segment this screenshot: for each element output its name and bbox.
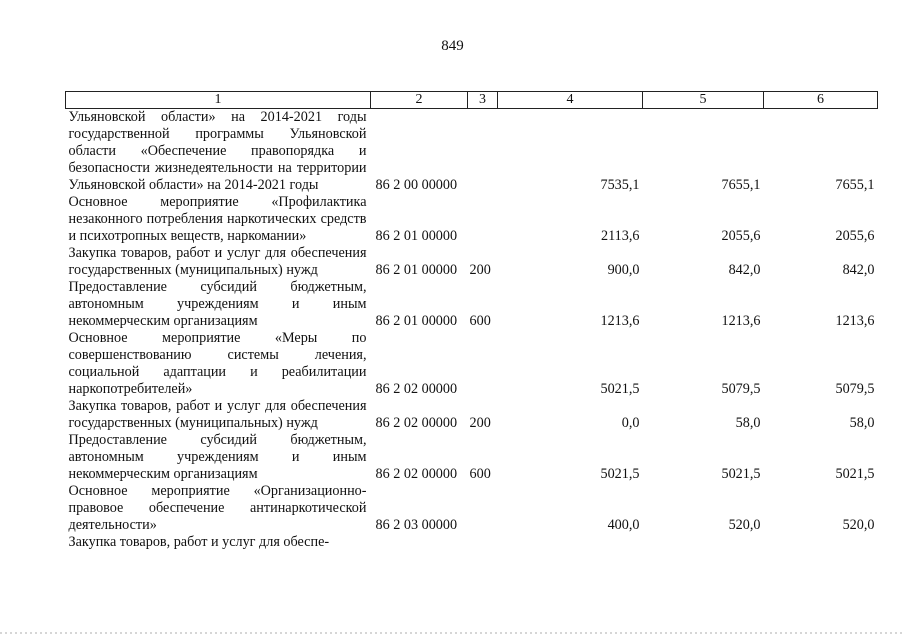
row-code: 86 2 02 00000 bbox=[375, 415, 458, 431]
row-code: 86 2 03 00000 bbox=[375, 517, 458, 533]
header-col-1: 1 bbox=[66, 92, 371, 109]
row-value-2021: 1213,6 bbox=[835, 313, 875, 329]
row-vr bbox=[468, 534, 498, 551]
row-value-2020: 5021,5 bbox=[721, 466, 761, 482]
row-value-2021: 520,0 bbox=[842, 517, 875, 533]
row-value-2020: 7655,1 bbox=[721, 177, 761, 193]
row-name: Закупка товаров, работ и услуг для обеспечения государственных (муниципальных) нужд bbox=[68, 398, 367, 431]
table-row bbox=[66, 534, 878, 551]
row-value-2021: 5021,5 bbox=[835, 466, 875, 482]
row-name: Основное мероприятие «Меры по совершенствованию системы лечения, социальной адаптации и реабилитации наркопотребителей» bbox=[68, 330, 367, 397]
row-value-2021: 7655,1 bbox=[835, 177, 875, 193]
row-value-2021: 5079,5 bbox=[835, 381, 875, 397]
row-value-2020 bbox=[643, 534, 764, 551]
row-value-2020: 1213,6 bbox=[721, 313, 761, 329]
row-name: Основное мероприятие «Профилактика незаконного потребления наркотических средств и психотропных веществ, наркомании» bbox=[68, 194, 367, 244]
row-value-2021: 58,0 bbox=[849, 415, 875, 431]
table-row bbox=[66, 483, 878, 534]
table-header bbox=[66, 92, 878, 109]
row-value-2021 bbox=[764, 534, 878, 551]
row-value-2019: 0,0 bbox=[621, 415, 640, 431]
row-name: Основное мероприятие «Организационно-правовое обеспечение антинаркотической деятельности» bbox=[68, 483, 367, 533]
header-col-2: 2 bbox=[371, 92, 468, 109]
row-code: 86 2 01 00000 bbox=[375, 262, 458, 278]
row-value-2019 bbox=[498, 534, 643, 551]
row-code: 86 2 01 00000 bbox=[375, 313, 458, 329]
row-vr bbox=[468, 330, 498, 398]
row-value-2020: 2055,6 bbox=[721, 228, 761, 244]
row-name: Закупка товаров, работ и услуг для обеспечения государственных (муниципальных) нужд bbox=[68, 245, 367, 278]
row-vr: 200 bbox=[469, 415, 491, 431]
row-value-2020: 58,0 bbox=[735, 415, 761, 431]
table-row bbox=[66, 279, 878, 330]
row-vr: 600 bbox=[469, 313, 491, 329]
row-code bbox=[371, 534, 468, 551]
row-value-2020: 842,0 bbox=[728, 262, 761, 278]
row-code: 86 2 02 00000 bbox=[375, 381, 458, 397]
row-value-2021: 2055,6 bbox=[835, 228, 875, 244]
header-col-5: 5 bbox=[643, 92, 764, 109]
row-vr: 200 bbox=[469, 262, 491, 278]
row-value-2019: 2113,6 bbox=[601, 228, 640, 244]
row-value-2020: 520,0 bbox=[728, 517, 761, 533]
row-name: Ульяновской области» на 2014-2021 годы государственной программы Ульяновской области «Обеспечение правопорядка и безопасности жизнедеятельности на территории Ульяновской области» на 2014-2021 годы bbox=[68, 109, 367, 193]
header-col-3: 3 bbox=[468, 92, 498, 109]
table-row bbox=[66, 398, 878, 432]
row-vr bbox=[468, 109, 498, 195]
row-code: 86 2 00 00000 bbox=[375, 177, 458, 193]
row-value-2019: 1213,6 bbox=[600, 313, 640, 329]
row-vr bbox=[468, 483, 498, 534]
table-row bbox=[66, 245, 878, 279]
row-vr bbox=[468, 194, 498, 245]
budget-table bbox=[65, 91, 878, 551]
row-name: Закупка товаров, работ и услуг для обеспе- bbox=[68, 534, 330, 550]
row-code: 86 2 01 00000 bbox=[375, 228, 458, 244]
row-value-2019: 7535,1 bbox=[600, 177, 640, 193]
row-vr: 600 bbox=[469, 466, 491, 482]
row-value-2019: 5021,5 bbox=[600, 466, 640, 482]
header-col-4: 4 bbox=[498, 92, 643, 109]
row-value-2021: 842,0 bbox=[842, 262, 875, 278]
row-value-2019: 5021,5 bbox=[600, 381, 640, 397]
row-value-2020: 5079,5 bbox=[721, 381, 761, 397]
table-row bbox=[66, 432, 878, 483]
table-row bbox=[66, 109, 878, 195]
row-code: 86 2 02 00000 bbox=[375, 466, 458, 482]
table-row bbox=[66, 330, 878, 398]
table-row bbox=[66, 194, 878, 245]
row-value-2019: 400,0 bbox=[607, 517, 640, 533]
row-name: Предоставление субсидий бюджетным, автономным учреждениям и иным некоммерческим организациям bbox=[68, 279, 367, 329]
header-col-6: 6 bbox=[764, 92, 878, 109]
scan-edge-divider bbox=[0, 632, 905, 634]
row-name: Предоставление субсидий бюджетным, автономным учреждениям и иным некоммерческим организациям bbox=[68, 432, 367, 482]
row-value-2019: 900,0 bbox=[607, 262, 640, 278]
page-number: 849 bbox=[441, 38, 464, 54]
